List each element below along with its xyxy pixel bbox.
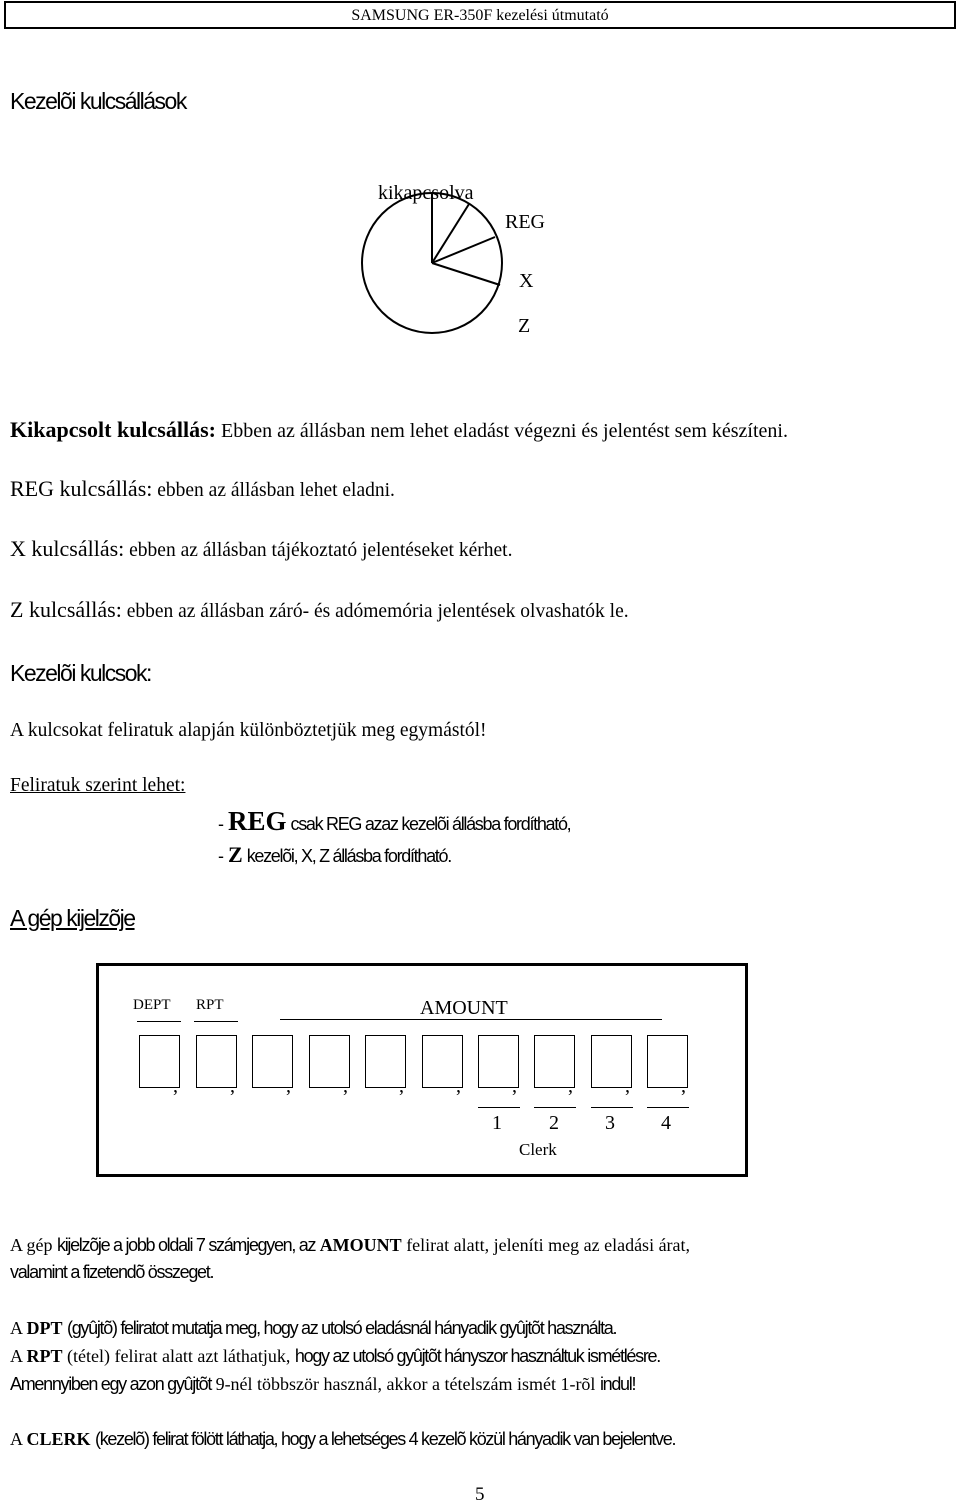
position-reg-text: ebben az állásban lehet eladni. xyxy=(157,480,395,501)
paragraph-rpt xyxy=(10,1346,660,1367)
header-title: SAMSUNG ER-350F kezelési útmutató xyxy=(351,7,609,24)
keys-subheading: Feliratuk szerint lehet: xyxy=(10,775,186,796)
section-title-key-positions: Kezelõi kulcsállások xyxy=(10,88,186,114)
p5-c: (kezelõ) felirat fölött láthatja, hogy a lehetséges 4 kezelõ közül hányadik van bejelentve. xyxy=(95,1429,676,1449)
display-rpt-label: RPT xyxy=(196,997,224,1013)
clerk-underline xyxy=(647,1107,689,1108)
p1-a: A gép xyxy=(10,1235,53,1255)
p5-b: CLERK xyxy=(26,1429,91,1449)
paragraph-amount xyxy=(10,1235,690,1256)
amount-underline xyxy=(280,1019,662,1020)
p4-a: Amennyiben egy azon gyûjtõt xyxy=(10,1374,212,1394)
key-line-z xyxy=(432,263,500,285)
position-x-text: ebben az állásban tájékoztató jelentéseket kérhet. xyxy=(129,540,513,561)
position-off-line xyxy=(10,417,788,443)
key-item-z-text: kezelõi, X, Z állásba fordítható. xyxy=(246,846,451,866)
dept-underline xyxy=(137,1021,181,1022)
key-label-x: X xyxy=(519,270,534,292)
p4-c: indul! xyxy=(599,1374,636,1394)
p3-a: A xyxy=(10,1346,23,1366)
clerk-underline xyxy=(534,1107,576,1108)
key-item-z xyxy=(218,842,451,868)
clerk-underline xyxy=(478,1107,520,1108)
p4-b: 9-nél többször használ, akkor a tételszám ismét 1-rõl xyxy=(215,1374,596,1394)
key-line-x xyxy=(432,237,495,263)
p3-d: hogy az utolsó gyûjtõt hányszor használtuk ismétlésre. xyxy=(294,1346,660,1366)
position-off-label: Kikapcsolt kulcsállás: xyxy=(10,417,216,442)
clerk-number: 1 xyxy=(492,1112,502,1134)
clerk-underline xyxy=(591,1107,633,1108)
position-z-text: ebben az állásban záró- és adómemória jelentések olvashatók le. xyxy=(126,601,629,622)
digit-comma: , xyxy=(173,1075,178,1097)
page-header xyxy=(4,1,956,29)
section-title-keys: Kezelõi kulcsok: xyxy=(10,660,151,686)
key-label-z: Z xyxy=(518,315,531,337)
digit-comma: , xyxy=(625,1075,630,1097)
rpt-underline xyxy=(194,1021,238,1022)
key-item-reg-text: csak REG azaz kezelõi állásba fordítható, xyxy=(290,814,571,834)
key-item-reg-key: REG xyxy=(228,806,287,836)
p5-a: A xyxy=(10,1429,23,1449)
clerk-number: 2 xyxy=(549,1112,559,1134)
position-reg-line xyxy=(10,476,395,502)
clerk-number: 4 xyxy=(661,1112,671,1134)
p2-a: A xyxy=(10,1318,23,1338)
p3-c: (tétel) felirat alatt azt láthatjuk, xyxy=(67,1346,291,1366)
digit-comma: , xyxy=(343,1075,348,1097)
page-number: 5 xyxy=(475,1484,485,1505)
digit-comma: , xyxy=(230,1075,235,1097)
digit-comma: , xyxy=(681,1075,686,1097)
position-x-label: X kulcsállás: xyxy=(10,536,125,561)
position-z-line xyxy=(10,597,629,623)
p2-b: DPT xyxy=(26,1318,63,1338)
position-off-text: Ebben az állásban nem lehet eladást végezni és jelentést sem készíteni. xyxy=(220,420,788,442)
digit-comma: , xyxy=(456,1075,461,1097)
position-x-line xyxy=(10,536,512,562)
position-z-label: Z kulcsállás: xyxy=(10,597,122,622)
p1-d: felirat alatt, jeleníti meg az eladási árat, xyxy=(406,1235,691,1255)
paragraph-amount-line2: valamint a fizetendõ összeget. xyxy=(10,1262,214,1282)
key-item-reg xyxy=(218,806,570,837)
digit-comma: , xyxy=(512,1075,517,1097)
p1-b: kijelzõje a jobb oldali 7 számjegyen, az xyxy=(57,1235,316,1255)
key-label-off: kikapcsolva xyxy=(378,182,474,204)
keys-intro: A kulcsokat feliratuk alapján különböztetjük meg egymástól! xyxy=(10,720,487,741)
p2-c: (gyûjtõ) feliratot mutatja meg, hogy az utolsó eladásnál hányadik gyûjtõt használta. xyxy=(67,1318,617,1338)
paragraph-repeat xyxy=(10,1374,635,1395)
paragraph-dpt xyxy=(10,1318,616,1339)
key-line-reg xyxy=(432,204,469,263)
clerk-label: Clerk xyxy=(519,1140,557,1159)
position-reg-label: REG kulcsállás: xyxy=(10,476,153,501)
key-item-reg-dash: - xyxy=(218,814,224,834)
key-item-z-key: Z xyxy=(228,842,243,867)
p1-c: AMOUNT xyxy=(319,1235,402,1255)
section-title-display: A gép kijelzõje xyxy=(10,905,135,931)
key-item-z-dash: - xyxy=(218,846,224,866)
digit-comma: , xyxy=(568,1075,573,1097)
clerk-number: 3 xyxy=(605,1112,615,1134)
paragraph-clerk xyxy=(10,1429,675,1450)
digit-comma: , xyxy=(399,1075,404,1097)
display-dept-label: DEPT xyxy=(133,997,171,1013)
display-amount-label: AMOUNT xyxy=(420,997,508,1019)
p3-b: RPT xyxy=(26,1346,63,1366)
digit-comma: , xyxy=(286,1075,291,1097)
key-label-reg: REG xyxy=(505,211,545,233)
